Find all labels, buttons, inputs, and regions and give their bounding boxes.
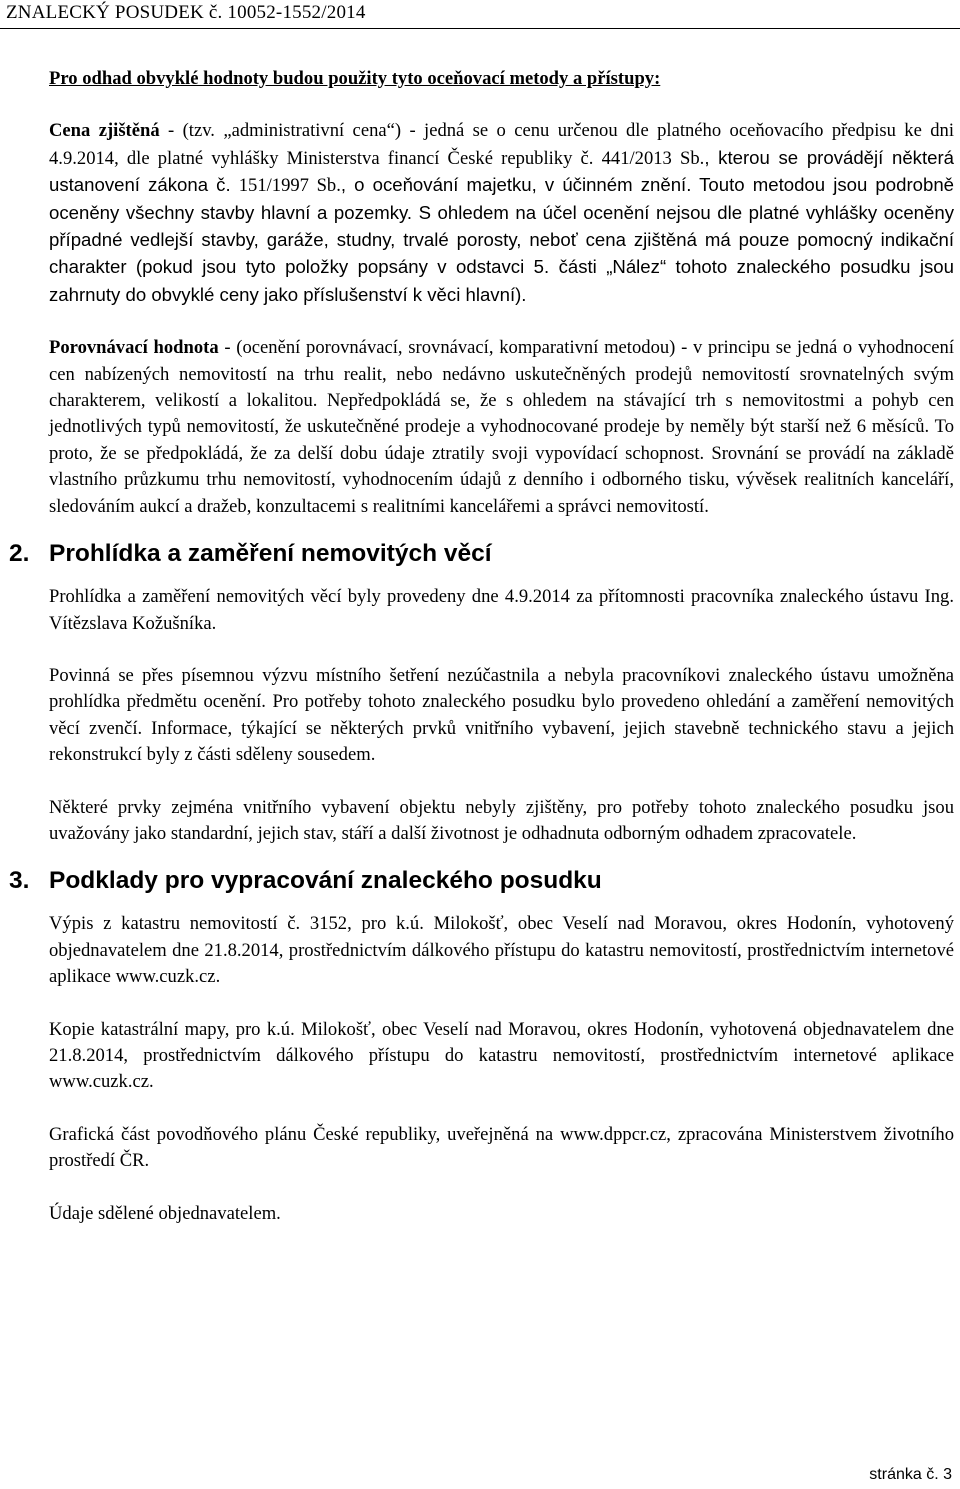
section-2-paragraph: Prohlídka a zaměření nemovitých věcí byly provedeny dne 4.9.2014 za přítomnosti pracovníka znaleckého ústavu Ing. Vítězslava Kožušníka. <box>49 586 954 634</box>
document-title: ZNALECKÝ POSUDEK č. 10052-1552/2014 <box>6 2 366 23</box>
cena-zjistena-text-2: , kterou se provádějí některá ustanovení zákona č. <box>49 146 955 196</box>
cena-zjistena-text-3: 151/1997 Sb. <box>238 175 341 197</box>
section-2-paragraph: Některé prvky zejména vnitřního vybavení objektu nebyly zjištěny, pro potřeby tohoto znaleckého posudku jsou uvažovány jako standardní, jejich stav, stáří a další životnost je odhadnuta odborným odhadem zpracovatele. <box>49 796 954 844</box>
cena-zjistena-text-4: , o oceňování majetku, v účinném znění. <box>340 174 700 196</box>
section-3-paragraph: Údaje sdělené objednavatelem. <box>49 1202 281 1224</box>
section-3-paragraph: Grafická část povodňového plánu České republiky, uveřejněná na www.dppcr.cz, zpracována Ministerstvem životního prostředí ČR. <box>49 1123 954 1172</box>
section-2-title: Prohlídka a zaměření nemovitých věcí <box>49 540 492 568</box>
methods-intro-heading: Pro odhad obvyklé hodnoty budou použity tyto oceňovací metody a přístupy: <box>49 68 661 89</box>
section-3-paragraph: Kopie katastrální mapy, pro k.ú. Milokošť, obec Veselí nad Moravou, okres Hodonín, vyhotovená objednavatelem dne 21.8.2014, prostřednictvím dálkového přístupu do katastru nemovitostí, prostřednictvím internetové aplikace www.cuzk.cz. <box>49 1018 954 1093</box>
porovnavaci-term: Porovnávací hodnota <box>49 337 219 359</box>
section-2-heading <box>9 538 954 570</box>
section-3-heading <box>9 865 954 897</box>
cena-zjistena-term: Cena zjištěná <box>49 120 160 142</box>
section-3-paragraph: Výpis z katastru nemovitostí č. 3152, pro k.ú. Milokošť, obec Veselí nad Moravou, okres Hodonín, vyhotovený objednavatelem dne 21.8.2014, prostřednictvím dálkového přístupu do katastru nemovitostí, prostřednictvím internetové aplikace www.cuzk.cz. <box>49 913 954 988</box>
page-header <box>0 0 960 29</box>
section-2-number: 2. <box>9 540 30 568</box>
section-3-number: 3. <box>9 867 30 895</box>
cena-zjistena-paragraph <box>49 118 954 309</box>
porovnavaci-paragraph <box>49 335 954 520</box>
porovnavaci-text: - (ocenění porovnávací, srovnávací, komparativní metodou) - v principu se jedná o vyhodnocení cen nabízených nemovitostí na trhu realit, nebo nedávno uskutečněných prodejů nemovitostí srovnatelných svým charakterem, velikostí a lokalitou. Nepředpokládá se, že s ohledem na stávající trh s nemovitostmi a pohyb cen jednotlivých typů nemovitostí, že uskutečněné prodeje a vyhodnocované prodeje by neměly být starší než 6 měsíců. To proto, že se předpokládá, že za delší dobu údaje ztratily svoji vypovídací schopnost. Srovnání se provádí na základě vlastního průzkumu trhu nemovitostí, vyhodnocením údajů z denního i odborného tisku, vývěsek realitních kanceláří, sledováním aukcí a dražeb, konzultacemi s realitními kancelářemi a správci nemovitostí. <box>49 337 954 517</box>
section-3-title: Podklady pro vypracování znaleckého posudku <box>49 867 602 895</box>
document-body <box>9 66 955 1227</box>
section-2-paragraph: Povinná se přes písemnou výzvu místního šetření nezúčastnila a nebyla pracovníkovi znaleckého ústavu umožněna prohlídka předmětu ocenění. Pro potřeby tohoto znaleckého posudku bylo provedeno ohledání a zaměření nemovitých věcí zvenčí. Informace, týkající se některých prvků vnitřního vybavení, jejich stavebně technického stavu a jejich rekonstrukcí byly z části sděleny sousedem. <box>49 664 954 766</box>
cena-zjistena-text-5: Touto metodou jsou podrobně oceněny všechny stavby hlavní a pozemky. S ohledem na účel ocenění nejsou dle platné vyhlášky oceněny případné vedlejší stavby, garáže, studny, trvalé porosty, neboť cena zjištěná má pouze pomocný indikační charakter (pokud jsou tyto položky popsány v odstavci 5. části „Nález“ tohoto znaleckého posudku jsou zahrnuty do obvyklé ceny jako příslušenství k věci hlavní). <box>49 174 955 305</box>
cena-zjistena-text-1: - (tzv. „administrativní cena“) - jedná se o cenu určenou dle platného oceňovacího předpisu ke dni 4.9.2014, dle platné vyhlášky Ministerstva financí České republiky č. 441/2013 Sb. <box>49 120 954 169</box>
page-number: stránka č. 3 <box>869 1466 952 1483</box>
